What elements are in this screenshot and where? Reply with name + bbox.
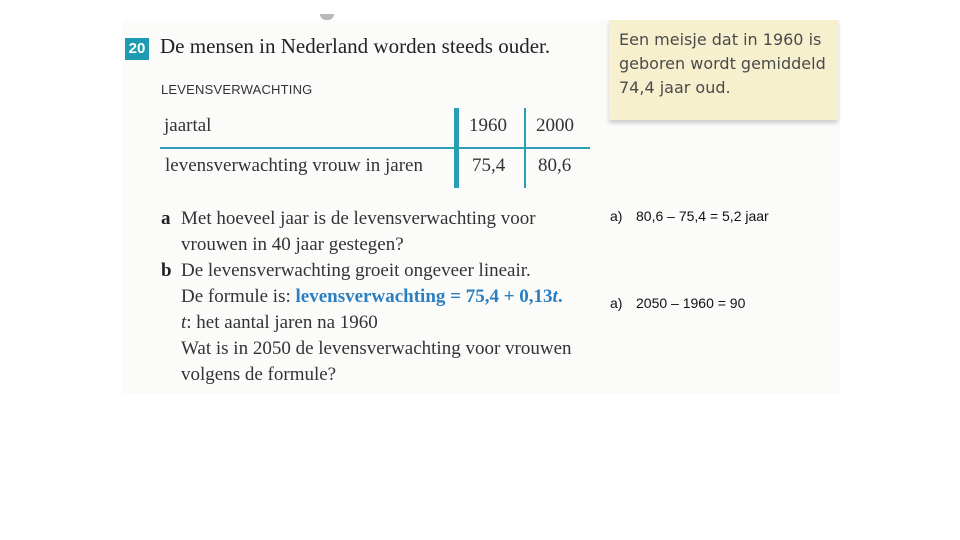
note-line: geboren wordt gemiddeld — [619, 54, 826, 73]
formula-prefix: De formule is: — [181, 286, 296, 307]
answer-2 — [610, 295, 745, 311]
table-row-label: levensverwachting vrouw in jaren — [165, 155, 423, 176]
life-expectancy-table — [160, 108, 590, 188]
question-a-line2: vrouwen in 40 jaar gestegen? — [181, 234, 404, 255]
question-b-line4: Wat is in 2050 de levensverwachting voor vrouwen — [181, 338, 572, 359]
question-b-line5: volgens de formule? — [181, 364, 337, 385]
question-b-variable-line — [181, 310, 378, 336]
exercise-title: De mensen in Nederland worden steeds ouder. — [160, 34, 551, 58]
formula-variable: t — [552, 286, 558, 307]
exercise-number-badge: 20 — [125, 38, 149, 60]
question-a-letter: a — [161, 208, 171, 229]
table-header-year-2000: 2000 — [536, 115, 574, 136]
table-value-2000: 80,6 — [538, 155, 572, 176]
table-value-1960: 75,4 — [472, 155, 506, 176]
table-row-divider — [160, 147, 590, 149]
question-b-letter: b — [161, 260, 172, 281]
table-header-label: jaartal — [164, 115, 212, 136]
variable-t: t — [181, 312, 187, 333]
variable-description: : het aantal jaren na 1960 — [186, 312, 378, 333]
sticky-note — [609, 20, 838, 120]
note-line: Een meisje dat in 1960 is — [619, 30, 822, 49]
note-line: 74,4 jaar oud. — [619, 78, 731, 97]
answer-1 — [610, 208, 769, 224]
answer-1-label: a) — [610, 208, 623, 224]
question-b-formula-line — [181, 284, 563, 310]
answer-1-text: 80,6 – 75,4 = 5,2 jaar — [636, 208, 769, 224]
answer-2-label: a) — [610, 295, 623, 311]
formula — [296, 286, 563, 307]
question-a-line1: Met hoeveel jaar is de levensverwachting voor — [181, 208, 536, 229]
formula-end: . — [557, 286, 563, 307]
formula-body: levensverwachting = 75,4 + 0,13 — [295, 286, 553, 307]
question-b-line1: De levensverwachting groeit ongeveer lineair. — [181, 260, 531, 281]
answer-2-text: 2050 – 1960 = 90 — [636, 295, 746, 311]
table-header-year-1960: 1960 — [469, 115, 507, 136]
section-label: LEVENSVERWACHTING — [161, 82, 313, 97]
